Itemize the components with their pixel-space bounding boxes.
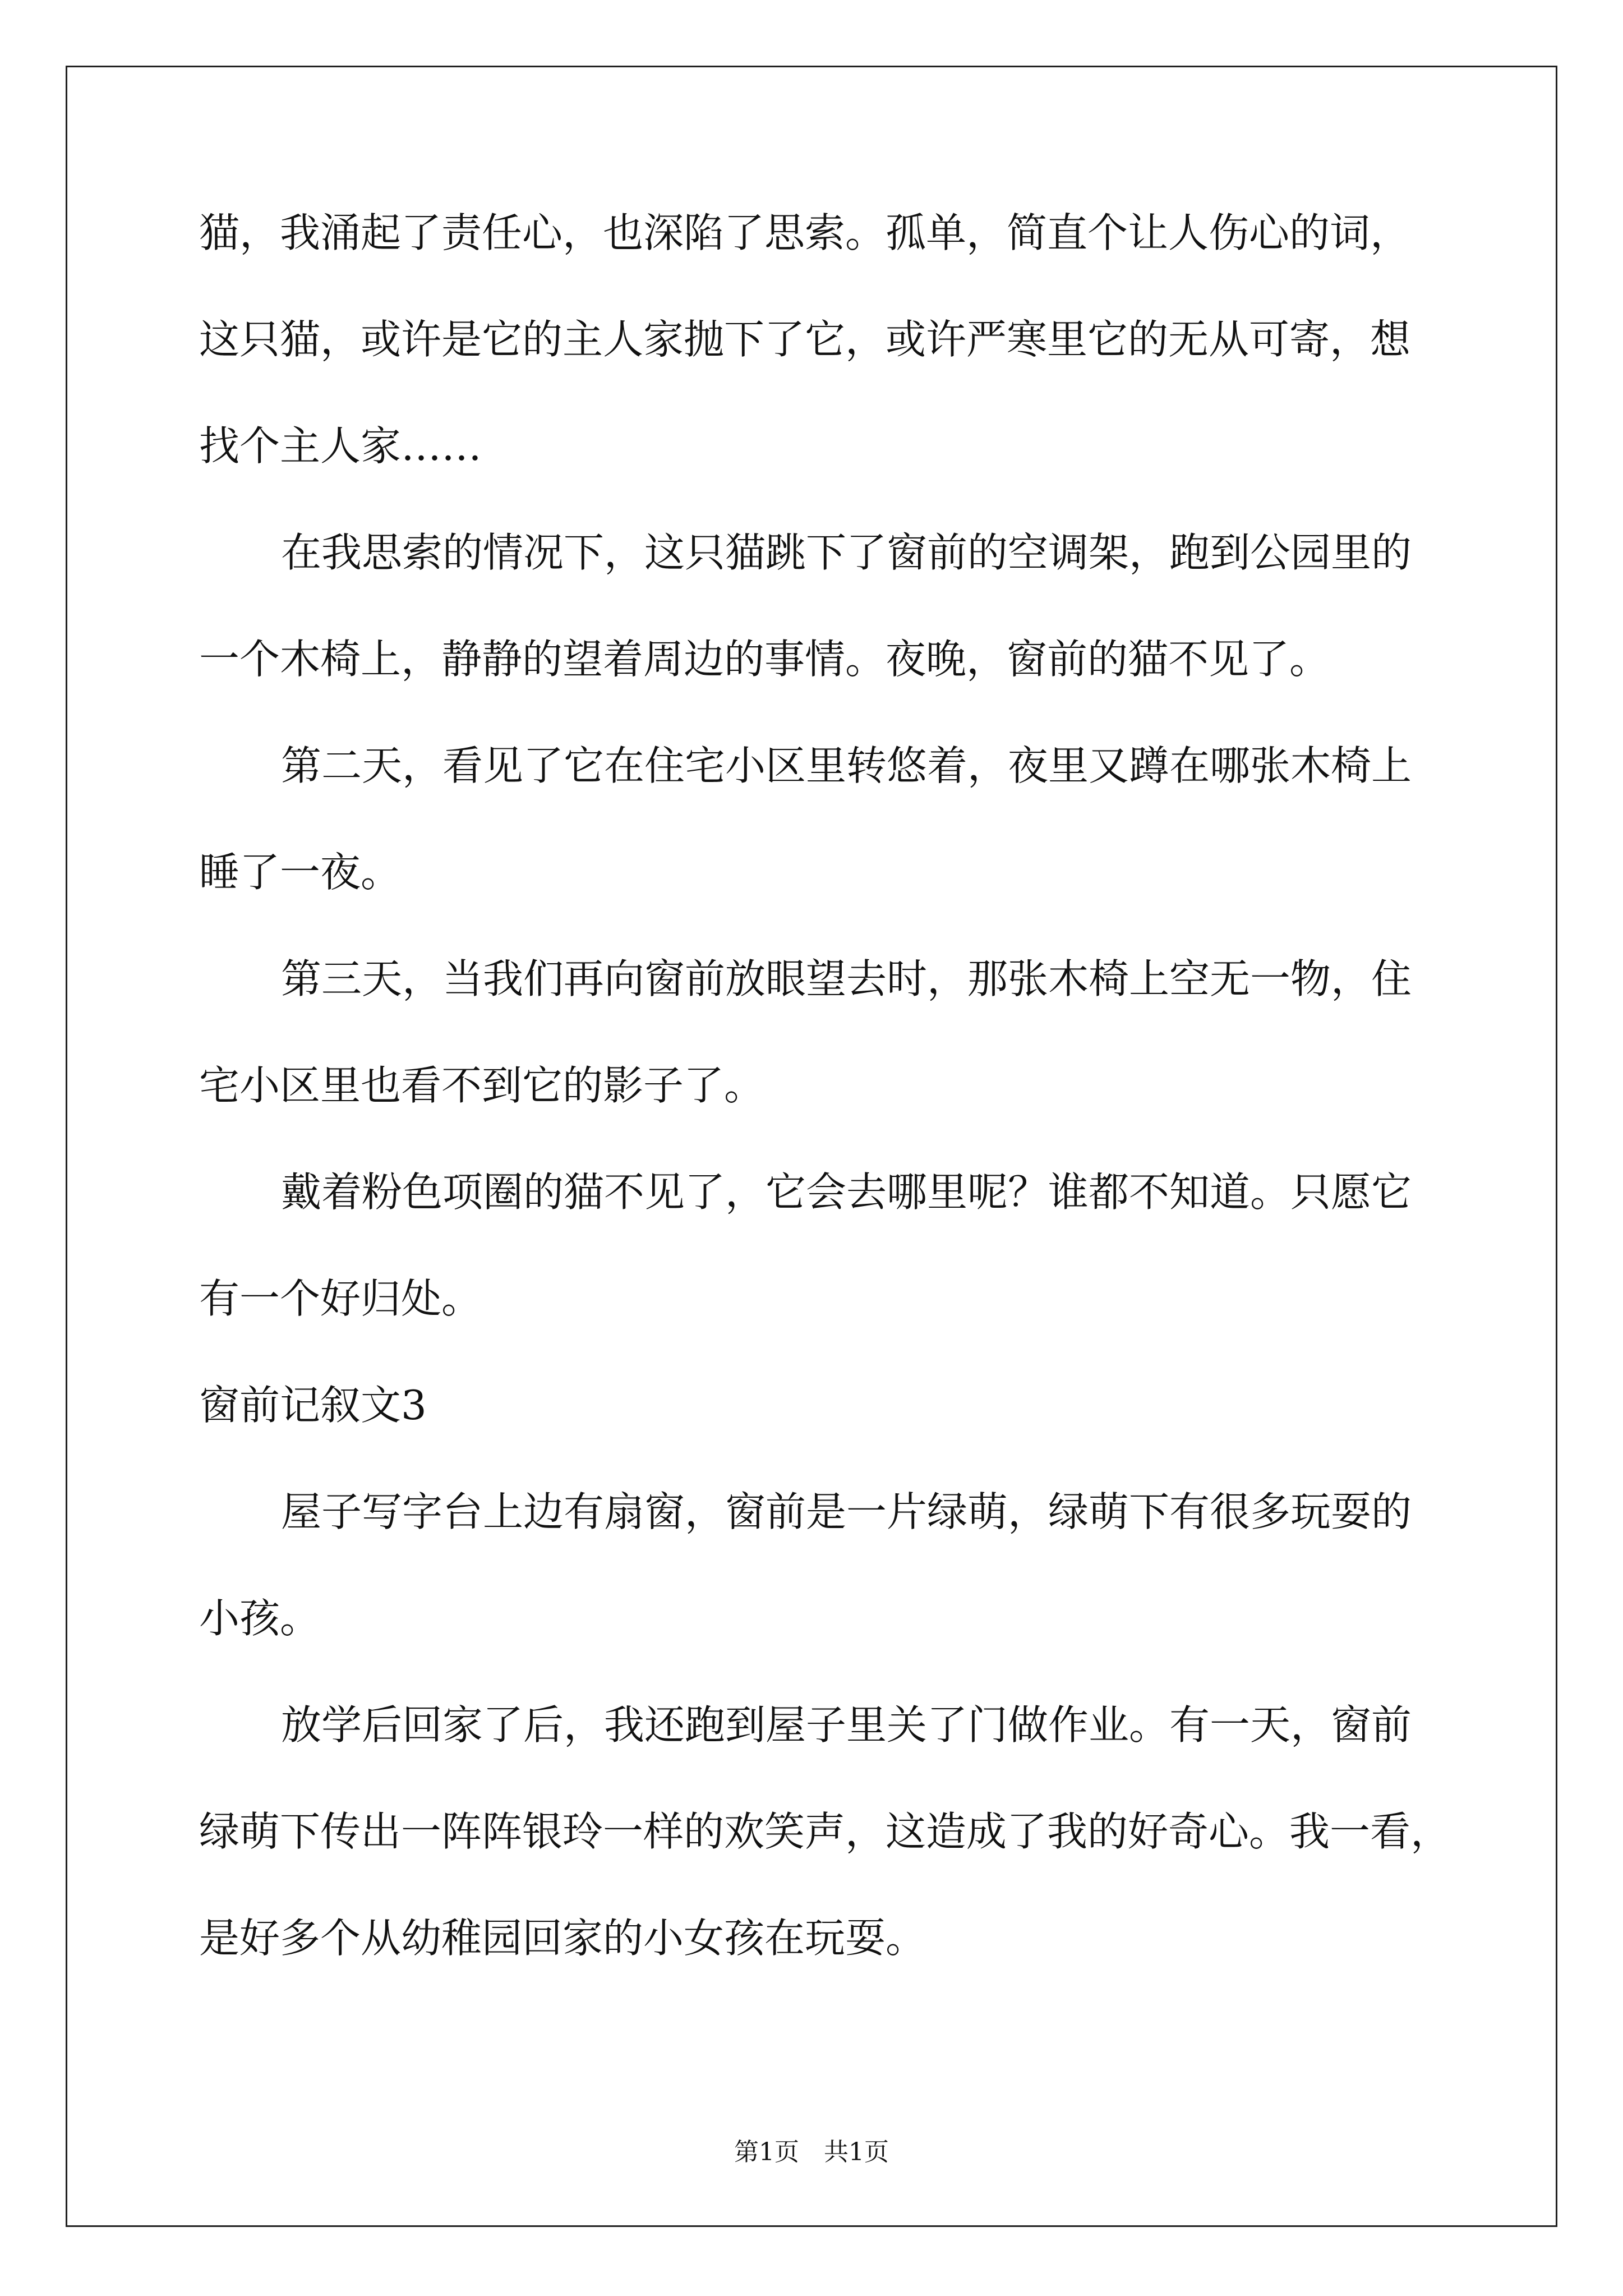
paragraph-start: 屋子写字台上边有扇窗，窗前是一片绿萌，绿萌下有很多玩耍的 bbox=[281, 1488, 1412, 1535]
paragraph-start: 第二天，看见了它在住宅小区里转悠着，夜里又蹲在哪张木椅上 bbox=[281, 742, 1412, 789]
text-line: 是好多个从幼稚园回家的小女孩在玩耍。 bbox=[199, 1915, 926, 1962]
text-line: 睡了一夜。 bbox=[199, 849, 402, 896]
text-line: 找个主人家…… bbox=[199, 422, 482, 470]
text-line: 有一个好归处。 bbox=[199, 1275, 482, 1322]
text-line: 小孩。 bbox=[199, 1595, 321, 1642]
paragraph-start: 戴着粉色项圈的猫不见了，它会去哪里呢？谁都不知道。只愿它 bbox=[281, 1168, 1412, 1216]
paragraph-start: 第三天，当我们再向窗前放眼望去时，那张木椅上空无一物，住 bbox=[281, 955, 1412, 1002]
section-heading: 窗前记叙文3 bbox=[199, 1382, 427, 1429]
text-line: 猫，我涌起了责任心，也深陷了思索。孤单，简直个让人伤心的词， bbox=[199, 209, 1411, 256]
text-line: 一个木椅上，静静的望着周边的事情。夜晚，窗前的猫不见了。 bbox=[199, 636, 1330, 683]
paragraph-start: 在我思索的情况下，这只猫跳下了窗前的空调架，跑到公园里的 bbox=[281, 529, 1412, 576]
text-line: 这只猫，或许是它的主人家抛下了它，或许严寒里它的无从可寄，想 bbox=[199, 316, 1411, 363]
text-line: 绿萌下传出一阵阵银玲一样的欢笑声，这造成了我的好奇心。我一看， bbox=[199, 1808, 1451, 1855]
document-body bbox=[199, 180, 1451, 1991]
page-number-footer: 第1页 共1页 bbox=[734, 2138, 889, 2166]
paragraph-start: 放学后回家了后，我还跑到屋子里关了门做作业。有一天，窗前 bbox=[281, 1701, 1412, 1749]
text-line: 宅小区里也看不到它的影子了。 bbox=[199, 1062, 765, 1109]
